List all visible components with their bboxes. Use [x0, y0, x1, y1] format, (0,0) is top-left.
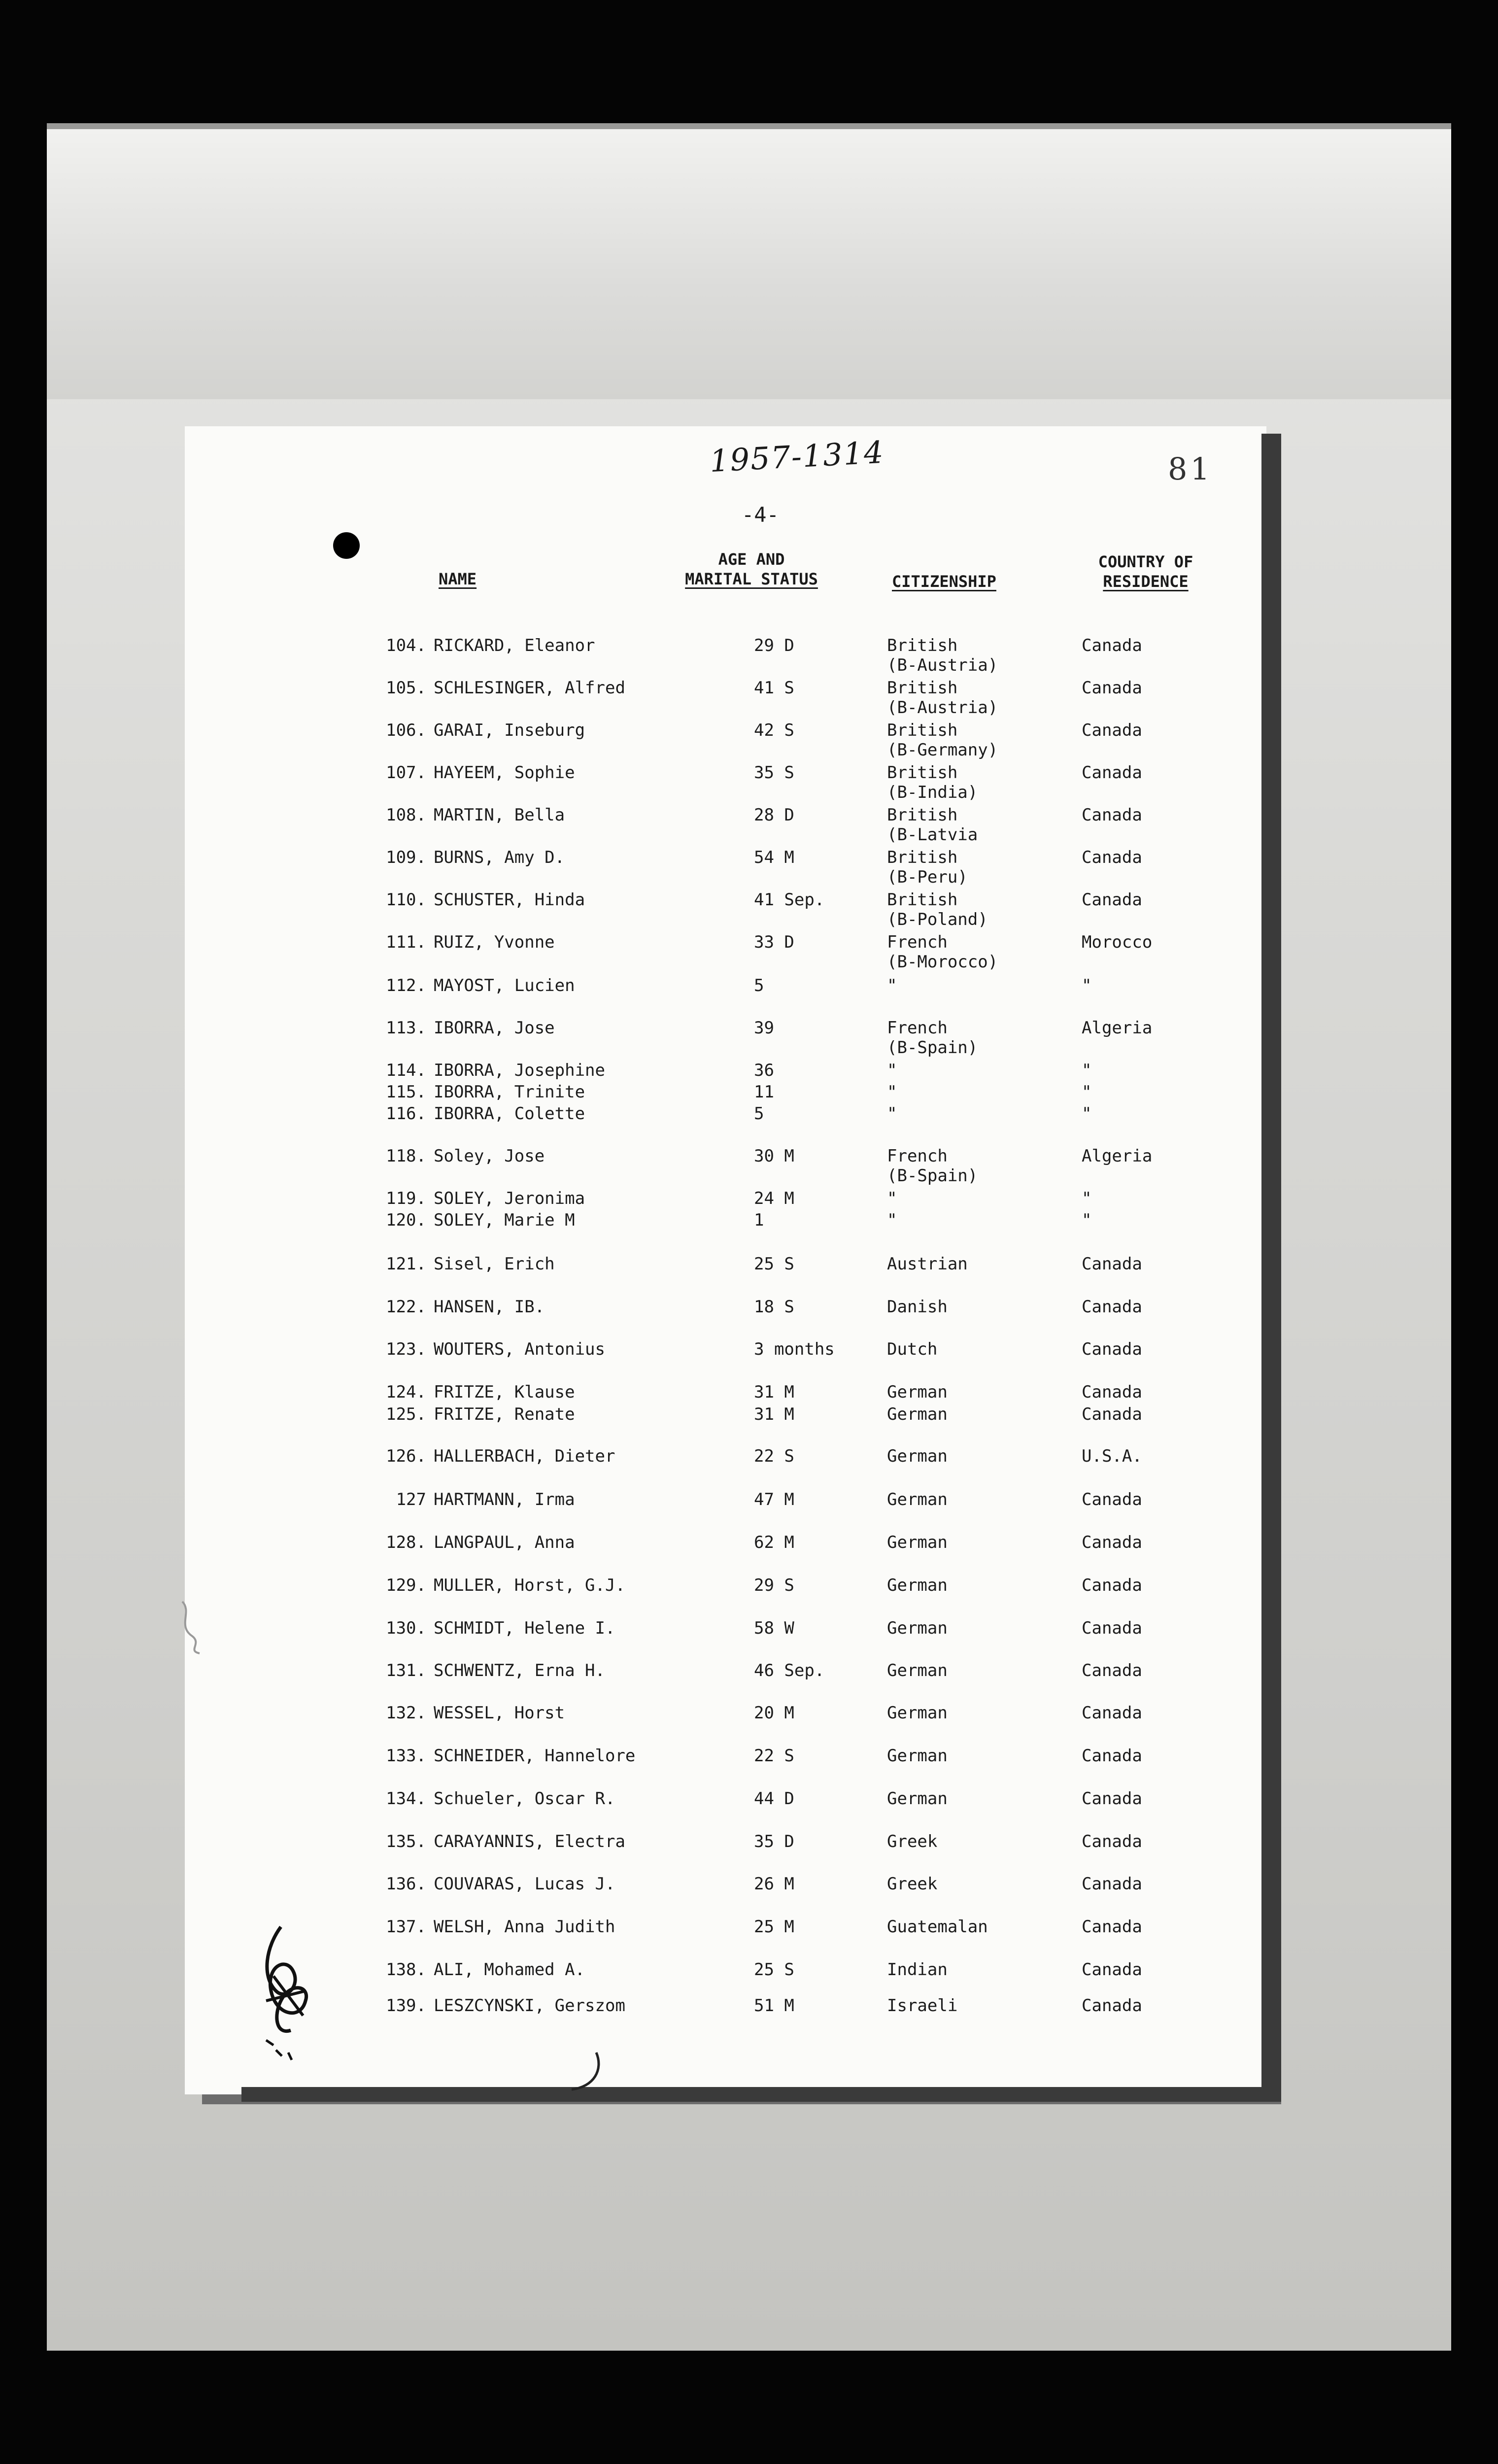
- row-number: 134.: [386, 1789, 426, 1809]
- table-row: [0, 1533, 1498, 1562]
- citizenship-country: German: [887, 1446, 948, 1466]
- country-of-residence: ": [1082, 1082, 1092, 1102]
- citizenship: [887, 1210, 897, 1230]
- person-name: HALLERBACH, Dieter: [434, 1446, 615, 1466]
- country-of-residence: Morocco: [1082, 932, 1153, 952]
- row-number: 128.: [386, 1533, 426, 1552]
- country-of-residence: Canada: [1082, 1297, 1142, 1317]
- citizenship-birthplace: (B-Poland): [887, 910, 988, 929]
- age-marital-status: 33 D: [754, 932, 794, 952]
- table-row: [0, 1746, 1498, 1776]
- person-name: HAYEEM, Sophie: [434, 763, 575, 783]
- page-edge-bottom: [241, 2087, 1281, 2102]
- citizenship: [887, 1960, 948, 1980]
- citizenship: [887, 1575, 948, 1595]
- row-number: 114.: [386, 1061, 426, 1080]
- citizenship-country: British: [887, 848, 958, 867]
- country-of-residence: Canada: [1082, 678, 1142, 698]
- age-marital-status: 18 S: [754, 1297, 794, 1317]
- row-number: 125.: [386, 1404, 426, 1424]
- person-name: SCHNEIDER, Hannelore: [434, 1746, 636, 1766]
- person-name: Schueler, Oscar R.: [434, 1789, 615, 1809]
- country-of-residence: Canada: [1082, 1575, 1142, 1595]
- row-number: 111.: [386, 932, 426, 952]
- age-marital-status: 28 D: [754, 805, 794, 825]
- row-number: 105.: [386, 678, 426, 698]
- citizenship: [887, 1061, 897, 1080]
- country-of-residence: Canada: [1082, 1917, 1142, 1937]
- country-of-residence: Canada: [1082, 1618, 1142, 1638]
- page-number-stamp: 81: [1168, 451, 1213, 487]
- row-number: 118.: [386, 1146, 426, 1166]
- citizenship-country: ": [887, 1082, 897, 1102]
- row-number: 119.: [386, 1189, 426, 1208]
- citizenship-country: British: [887, 763, 958, 783]
- age-marital-status: 29 S: [754, 1575, 794, 1595]
- row-number: 112.: [386, 976, 426, 995]
- country-of-residence: Canada: [1082, 1490, 1142, 1509]
- citizenship-country: Austrian: [887, 1254, 968, 1274]
- person-name: WELSH, Anna Judith: [434, 1917, 615, 1937]
- citizenship: [887, 1832, 937, 1851]
- citizenship-birthplace: (B-Peru): [887, 867, 968, 887]
- row-number: 120.: [386, 1210, 426, 1230]
- age-marital-status: 31 M: [754, 1382, 794, 1402]
- citizenship-birthplace: (B-Austria): [887, 655, 998, 675]
- handwritten-signature: [246, 1917, 320, 2065]
- citizenship-country: ": [887, 1104, 897, 1124]
- row-number: 108.: [386, 805, 426, 825]
- country-of-residence: ": [1082, 1189, 1092, 1208]
- citizenship-birthplace: (B-Germany): [887, 740, 998, 760]
- citizenship: [887, 1018, 978, 1058]
- country-of-residence: Canada: [1082, 1996, 1142, 2016]
- row-number: 124.: [386, 1382, 426, 1402]
- citizenship-country: German: [887, 1703, 948, 1723]
- citizenship: [887, 1746, 948, 1766]
- row-number: 123.: [386, 1339, 426, 1359]
- table-row: [0, 1832, 1498, 1861]
- row-number: 110.: [386, 890, 426, 910]
- country-of-residence: Canada: [1082, 1874, 1142, 1894]
- citizenship: [887, 1661, 948, 1680]
- citizenship-country: British: [887, 720, 958, 740]
- citizenship-country: ": [887, 976, 897, 995]
- person-name: SCHMIDT, Helene I.: [434, 1618, 615, 1638]
- country-of-residence: Canada: [1082, 1703, 1142, 1723]
- person-name: FRITZE, Klause: [434, 1382, 575, 1402]
- age-marital-status: 47 M: [754, 1490, 794, 1509]
- person-name: SOLEY, Marie M: [434, 1210, 575, 1230]
- person-name: WESSEL, Horst: [434, 1703, 565, 1723]
- age-marital-status: 62 M: [754, 1533, 794, 1552]
- citizenship-country: Dutch: [887, 1339, 938, 1359]
- person-name: IBORRA, Jose: [434, 1018, 555, 1038]
- row-number: 121.: [386, 1254, 426, 1274]
- citizenship-country: ": [887, 1189, 897, 1208]
- country-of-residence: U.S.A.: [1082, 1446, 1142, 1466]
- citizenship: [887, 1618, 948, 1638]
- person-name: ALI, Mohamed A.: [434, 1960, 585, 1980]
- age-marital-status: 41 S: [754, 678, 794, 698]
- table-row: [0, 1254, 1498, 1284]
- country-of-residence: Canada: [1082, 1254, 1142, 1274]
- age-marital-status: 51 M: [754, 1996, 794, 2016]
- country-of-residence: ": [1082, 976, 1092, 995]
- citizenship: [887, 720, 998, 760]
- citizenship-country: ": [887, 1210, 897, 1230]
- person-name: BURNS, Amy D.: [434, 848, 565, 867]
- citizenship: [887, 848, 968, 887]
- table-row: [0, 1703, 1498, 1733]
- citizenship-country: Greek: [887, 1874, 938, 1894]
- citizenship-country: Guatemalan: [887, 1917, 988, 1937]
- row-number: 116.: [386, 1104, 426, 1124]
- row-number: 107.: [386, 763, 426, 783]
- person-name: LESZCYNSKI, Gerszom: [434, 1996, 625, 2016]
- citizenship: [887, 1104, 897, 1124]
- table-row: [0, 1018, 1498, 1058]
- country-of-residence: Canada: [1082, 1339, 1142, 1359]
- citizenship: [887, 1533, 948, 1552]
- hole-punch: [333, 532, 360, 559]
- age-marital-status: 35 S: [754, 763, 794, 783]
- person-name: SOLEY, Jeronima: [434, 1189, 585, 1208]
- row-number: 104.: [386, 636, 426, 655]
- row-number: 115.: [386, 1082, 426, 1102]
- age-marital-status: 35 D: [754, 1832, 794, 1851]
- table-row: [0, 1490, 1498, 1519]
- citizenship-country: German: [887, 1490, 948, 1509]
- age-marital-status: 22 S: [754, 1446, 794, 1466]
- row-number: 135.: [386, 1832, 426, 1851]
- row-number: 127: [396, 1490, 426, 1509]
- citizenship: [887, 805, 978, 845]
- row-number: 132.: [386, 1703, 426, 1723]
- citizenship-country: Indian: [887, 1960, 948, 1980]
- citizenship: [887, 1490, 948, 1509]
- table-row: [0, 1104, 1498, 1133]
- citizenship: [887, 1789, 948, 1809]
- table-row: [0, 763, 1498, 802]
- age-marital-status: 26 M: [754, 1874, 794, 1894]
- citizenship: [887, 1146, 978, 1186]
- age-marital-status: 30 M: [754, 1146, 794, 1166]
- age-marital-status: 5: [754, 976, 764, 995]
- person-name: FRITZE, Renate: [434, 1404, 575, 1424]
- citizenship: [887, 1082, 897, 1102]
- country-of-residence: Canada: [1082, 1533, 1142, 1552]
- age-marital-status: 1: [754, 1210, 764, 1230]
- person-name: CARAYANNIS, Electra: [434, 1832, 625, 1851]
- table-row: [0, 636, 1498, 675]
- header-residence: COUNTRY OF RESIDENCE: [1098, 552, 1193, 591]
- citizenship-country: German: [887, 1404, 948, 1424]
- row-number: 139.: [386, 1996, 426, 2016]
- country-of-residence: Canada: [1082, 1789, 1142, 1809]
- age-marital-status: 25 M: [754, 1917, 794, 1937]
- row-number: 133.: [386, 1746, 426, 1766]
- table-row: [0, 848, 1498, 887]
- row-number: 106.: [386, 720, 426, 740]
- header-age: AGE AND MARITAL STATUS: [685, 550, 818, 588]
- person-name: IBORRA, Josephine: [434, 1061, 605, 1080]
- citizenship-country: French: [887, 932, 948, 952]
- table-row: [0, 1146, 1498, 1186]
- citizenship: [887, 763, 978, 802]
- person-name: IBORRA, Colette: [434, 1104, 585, 1124]
- background-sheet-top: [47, 123, 1451, 399]
- citizenship-country: German: [887, 1382, 948, 1402]
- citizenship: [887, 1917, 988, 1937]
- country-of-residence: Canada: [1082, 720, 1142, 740]
- age-marital-status: 54 M: [754, 848, 794, 867]
- table-row: [0, 976, 1498, 1005]
- table-row: [0, 1789, 1498, 1818]
- country-of-residence: Canada: [1082, 805, 1142, 825]
- citizenship: [887, 1297, 948, 1317]
- row-number: 137.: [386, 1917, 426, 1937]
- country-of-residence: Canada: [1082, 1661, 1142, 1680]
- person-name: MARTIN, Bella: [434, 805, 565, 825]
- person-name: HANSEN, IB.: [434, 1297, 545, 1317]
- table-row: [0, 1960, 1498, 1989]
- person-name: IBORRA, Trinite: [434, 1082, 585, 1102]
- citizenship-country: German: [887, 1575, 948, 1595]
- country-of-residence: Canada: [1082, 1746, 1142, 1766]
- table-row: [0, 678, 1498, 718]
- person-name: SCHUSTER, Hinda: [434, 890, 585, 910]
- citizenship-birthplace: (B-Spain): [887, 1166, 978, 1186]
- country-of-residence: Canada: [1082, 1382, 1142, 1402]
- table-row: [0, 805, 1498, 845]
- country-of-residence: ": [1082, 1210, 1092, 1230]
- citizenship: [887, 678, 998, 718]
- table-row: [0, 1404, 1498, 1434]
- citizenship-country: Danish: [887, 1297, 948, 1317]
- table-row: [0, 1917, 1498, 1947]
- handwritten-reference: 1957-1314: [709, 434, 885, 479]
- country-of-residence: Canada: [1082, 1960, 1142, 1980]
- citizenship-country: British: [887, 890, 958, 910]
- country-of-residence: Algeria: [1082, 1146, 1153, 1166]
- margin-mark: [172, 1597, 212, 1656]
- age-marital-status: 29 D: [754, 636, 794, 655]
- citizenship: [887, 1703, 948, 1723]
- citizenship-country: German: [887, 1789, 948, 1809]
- person-name: Soley, Jose: [434, 1146, 545, 1166]
- country-of-residence: Canada: [1082, 1404, 1142, 1424]
- table-row: [0, 1661, 1498, 1690]
- table-row: [0, 1446, 1498, 1476]
- age-marital-status: 25 S: [754, 1960, 794, 1980]
- row-number: 129.: [386, 1575, 426, 1595]
- age-marital-status: 42 S: [754, 720, 794, 740]
- person-name: MULLER, Horst, G.J.: [434, 1575, 625, 1595]
- age-marital-status: 46 Sep.: [754, 1661, 825, 1680]
- citizenship-birthplace: (B-Morocco): [887, 952, 998, 972]
- country-of-residence: Canada: [1082, 763, 1142, 783]
- age-marital-status: 24 M: [754, 1189, 794, 1208]
- age-marital-status: 20 M: [754, 1703, 794, 1723]
- table-row: [0, 720, 1498, 760]
- table-row: [0, 932, 1498, 972]
- citizenship-country: British: [887, 678, 958, 698]
- age-marital-status: 3 months: [754, 1339, 835, 1359]
- person-name: HARTMANN, Irma: [434, 1490, 575, 1509]
- header-name: NAME: [439, 570, 477, 588]
- country-of-residence: ": [1082, 1104, 1092, 1124]
- age-marital-status: 5: [754, 1104, 764, 1124]
- age-marital-status: 22 S: [754, 1746, 794, 1766]
- scan-edge: [47, 123, 1451, 129]
- person-name: SCHLESINGER, Alfred: [434, 678, 625, 698]
- age-marital-status: 25 S: [754, 1254, 794, 1274]
- row-number: 113.: [386, 1018, 426, 1038]
- citizenship: [887, 1339, 937, 1359]
- row-number: 131.: [386, 1661, 426, 1680]
- citizenship-country: Greek: [887, 1832, 938, 1851]
- country-of-residence: Canada: [1082, 1832, 1142, 1851]
- citizenship-country: French: [887, 1018, 948, 1038]
- row-number: 109.: [386, 848, 426, 867]
- row-number: 136.: [386, 1874, 426, 1894]
- citizenship-birthplace: (B-Austria): [887, 698, 998, 718]
- person-name: SCHWENTZ, Erna H.: [434, 1661, 605, 1680]
- person-name: WOUTERS, Antonius: [434, 1339, 605, 1359]
- person-name: GARAI, Inseburg: [434, 720, 585, 740]
- citizenship-country: ": [887, 1061, 897, 1080]
- citizenship: [887, 1382, 948, 1402]
- citizenship: [887, 1254, 968, 1274]
- citizenship-country: German: [887, 1661, 948, 1680]
- citizenship: [887, 1404, 948, 1424]
- citizenship: [887, 636, 998, 675]
- row-number: 126.: [386, 1446, 426, 1466]
- person-name: Sisel, Erich: [434, 1254, 555, 1274]
- pen-mark: [567, 2050, 611, 2094]
- citizenship: [887, 890, 988, 929]
- citizenship: [887, 1996, 957, 2016]
- table-row: [0, 1575, 1498, 1605]
- citizenship: [887, 1874, 937, 1894]
- age-marital-status: 58 W: [754, 1618, 794, 1638]
- citizenship-country: German: [887, 1618, 948, 1638]
- citizenship-country: French: [887, 1146, 948, 1166]
- citizenship-birthplace: (B-Spain): [887, 1038, 978, 1058]
- person-name: MAYOST, Lucien: [434, 976, 575, 995]
- page-label: -4-: [742, 503, 779, 527]
- age-marital-status: 31 M: [754, 1404, 794, 1424]
- country-of-residence: Canada: [1082, 890, 1142, 910]
- row-number: 138.: [386, 1960, 426, 1980]
- citizenship-country: German: [887, 1533, 948, 1552]
- person-name: RICKARD, Eleanor: [434, 636, 595, 655]
- age-marital-status: 39: [754, 1018, 774, 1038]
- table-row: [0, 1874, 1498, 1904]
- table-row: [0, 1339, 1498, 1369]
- country-of-residence: Canada: [1082, 848, 1142, 867]
- person-name: LANGPAUL, Anna: [434, 1533, 575, 1552]
- citizenship: [887, 1446, 948, 1466]
- country-of-residence: Algeria: [1082, 1018, 1153, 1038]
- citizenship-country: Israeli: [887, 1996, 958, 2016]
- citizenship-birthplace: (B-Latvia: [887, 825, 978, 845]
- age-marital-status: 44 D: [754, 1789, 794, 1809]
- row-number: 122.: [386, 1297, 426, 1317]
- person-name: RUIZ, Yvonne: [434, 932, 555, 952]
- row-number: 130.: [386, 1618, 426, 1638]
- citizenship-country: British: [887, 636, 958, 655]
- table-row: [0, 1618, 1498, 1648]
- citizenship-country: German: [887, 1746, 948, 1766]
- age-marital-status: 36: [754, 1061, 774, 1080]
- table-row: [0, 890, 1498, 929]
- citizenship: [887, 1189, 897, 1208]
- table-row: [0, 1297, 1498, 1327]
- citizenship-birthplace: (B-India): [887, 783, 978, 802]
- country-of-residence: Canada: [1082, 636, 1142, 655]
- country-of-residence: ": [1082, 1061, 1092, 1080]
- person-name: COUVARAS, Lucas J.: [434, 1874, 615, 1894]
- citizenship: [887, 932, 998, 972]
- header-citizenship: CITIZENSHIP: [892, 572, 996, 591]
- citizenship: [887, 976, 897, 995]
- citizenship-country: British: [887, 805, 958, 825]
- age-marital-status: 41 Sep.: [754, 890, 825, 910]
- table-row: [0, 1210, 1498, 1240]
- table-row: [0, 1996, 1498, 2025]
- age-marital-status: 11: [754, 1082, 774, 1102]
